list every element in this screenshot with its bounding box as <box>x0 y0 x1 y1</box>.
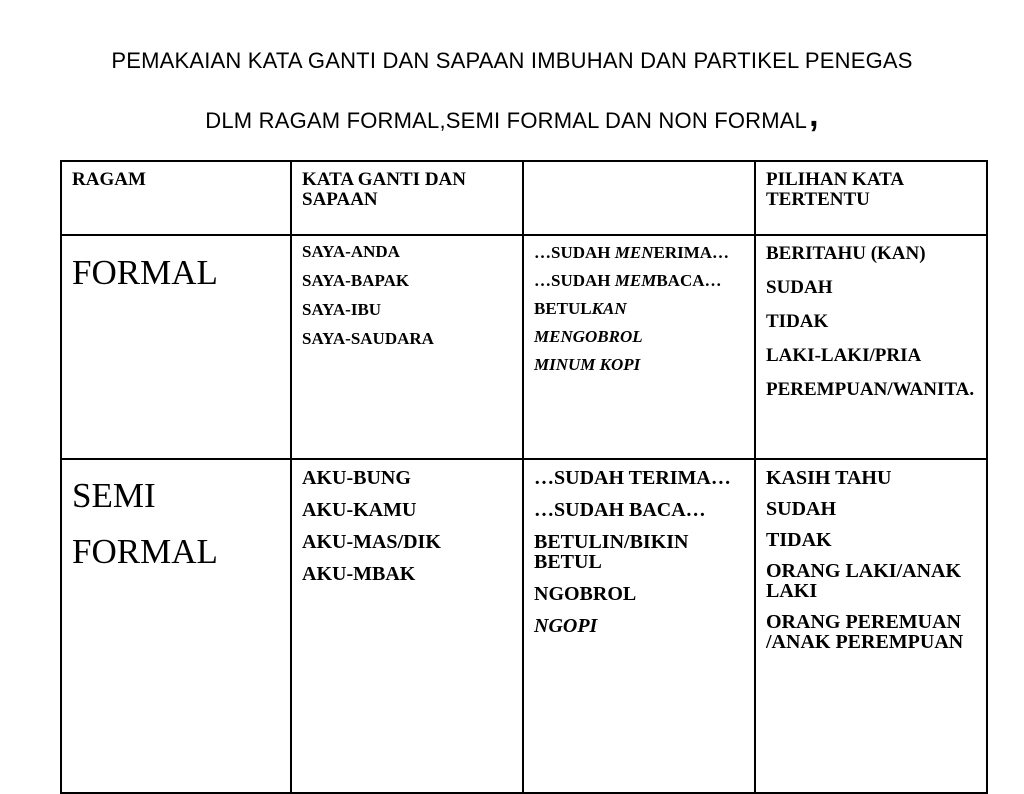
text-italic: NGOPI <box>534 615 598 637</box>
cell-kata-ganti-semi <box>291 459 523 793</box>
cell-pilihan-semi <box>755 459 987 793</box>
list-item: SUDAH <box>766 498 837 520</box>
list-item: PEREMPUAN/WANITA. <box>766 379 975 400</box>
list-item <box>534 500 744 520</box>
text-plain: NGOBROL <box>534 583 637 605</box>
ragam-table <box>60 160 988 794</box>
list-item <box>534 328 744 346</box>
header-kata-ganti: KATA GANTI DAN SAPAAN <box>291 161 523 235</box>
list-item: TIDAK <box>766 529 832 551</box>
list-item: BERITAHU (KAN) <box>766 243 926 264</box>
list-item: SAYA-IBU <box>302 300 382 319</box>
list-item <box>534 300 744 318</box>
cell-kata-ganti-formal <box>291 235 523 459</box>
list-item <box>534 616 744 636</box>
list-item: SAYA-BAPAK <box>302 271 410 290</box>
list-item: AKU-BUNG <box>302 467 411 489</box>
list-item <box>534 532 744 572</box>
list-item <box>534 272 744 290</box>
list-item: KASIH TAHU <box>766 467 892 489</box>
slide-title-line2-text: DLM RAGAM FORMAL,SEMI FORMAL DAN NON FORMAL <box>205 108 808 133</box>
list-item: AKU-MAS/DIK <box>302 531 441 553</box>
text-plain: ERIMA… <box>653 243 730 262</box>
text-italic: KAN <box>591 299 627 318</box>
list-item <box>534 584 744 604</box>
ragam-label-line2: FORMAL <box>72 532 218 571</box>
list-item <box>534 244 744 262</box>
ragam-label-line1: SEMI <box>72 476 156 515</box>
text-italic: MINUM KOPI <box>534 355 641 374</box>
header-empty <box>523 161 755 235</box>
header-ragam: RAGAM <box>61 161 291 235</box>
text-plain: BETULIN/BIKIN BETUL <box>534 531 689 573</box>
text-italic: MEM <box>614 271 657 290</box>
slide-title-line2 <box>0 96 1024 134</box>
text-plain: BETUL <box>534 299 592 318</box>
text-italic: MEN <box>614 243 654 262</box>
text-plain: …SUDAH <box>534 271 615 290</box>
list-item: ORANG LAKI/ANAK LAKI <box>766 560 962 602</box>
cell-pilihan-formal <box>755 235 987 459</box>
slide-title-comma: , <box>809 96 819 134</box>
list-item: ORANG PEREMUAN /ANAK PEREMPUAN <box>766 611 964 653</box>
list-item: SAYA-ANDA <box>302 242 400 261</box>
text-plain: BACA… <box>656 271 722 290</box>
list-item: AKU-MBAK <box>302 563 416 585</box>
text-plain: …SUDAH BACA… <box>534 499 706 521</box>
list-item <box>534 468 744 488</box>
list-item: SAYA-SAUDARA <box>302 329 434 348</box>
cell-imbuhan-semi <box>523 459 755 793</box>
list-item: TIDAK <box>766 311 829 332</box>
cell-ragam-semi <box>61 459 291 793</box>
table-row-formal <box>61 235 987 459</box>
text-italic: MENGOBROL <box>534 327 643 346</box>
table-row-semi-formal <box>61 459 987 793</box>
cell-ragam-formal <box>61 235 291 459</box>
list-item: SUDAH <box>766 277 833 298</box>
list-item: LAKI-LAKI/PRIA <box>766 345 922 366</box>
header-row <box>61 161 987 235</box>
text-plain: …SUDAH TERIMA… <box>534 467 731 489</box>
list-item: AKU-KAMU <box>302 499 417 521</box>
ragam-label: FORMAL <box>72 253 218 292</box>
text-plain: …SUDAH <box>534 243 615 262</box>
slide-title-line1: PEMAKAIAN KATA GANTI DAN SAPAAN IMBUHAN DAN PARTIKEL PENEGAS <box>111 48 913 73</box>
header-pilihan-kata: PILIHAN KATA TERTENTU <box>755 161 987 235</box>
cell-imbuhan-formal <box>523 235 755 459</box>
list-item <box>534 356 744 374</box>
